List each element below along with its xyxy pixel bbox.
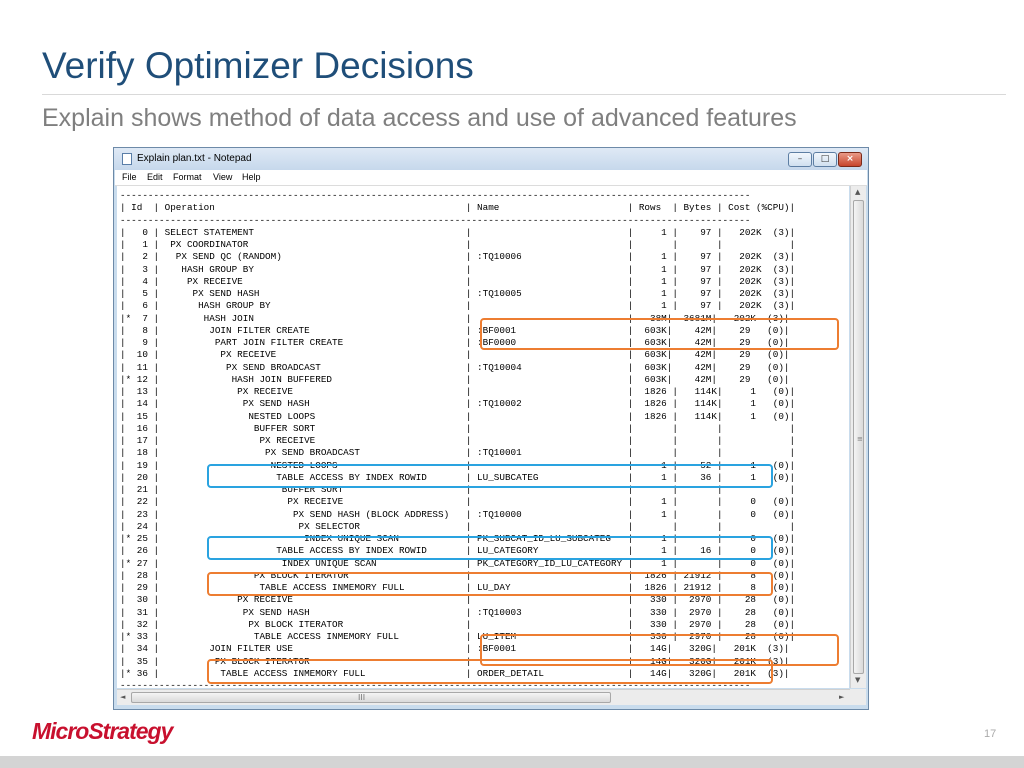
notepad-icon (122, 153, 132, 165)
highlight-join-filter-create (480, 318, 839, 350)
slide-title: Verify Optimizer Decisions (42, 45, 474, 86)
highlight-lu-category-access (207, 536, 773, 560)
plan-line: | 22 | PX RECEIVE | | 1 | | 0 (0)| (120, 496, 796, 508)
vertical-scroll-thumb[interactable] (853, 200, 864, 674)
explain-plan-text (120, 190, 795, 688)
plan-line: |* 25 | INDEX UNIQUE SCAN | PK_SUBCAT_ID_LU_SUBCATEG | 1 | | 0 (0)| (120, 533, 796, 544)
plan-line: |* 36 | TABLE ACCESS INMEMORY FULL | ORDER_DETAIL | 14G| 320G| 201K (3)| (120, 667, 790, 679)
plan-line: | 15 | NESTED LOOPS | | 1826 | 114K| 1 (0)| (120, 410, 796, 422)
plan-line: ----------------------------------------------------------------------------------------------------------------- (120, 214, 751, 226)
window-titlebar[interactable] (114, 148, 868, 170)
menu-bar (115, 170, 867, 186)
plan-line: | 13 | PX RECEIVE | | 1826 | 114K| 1 (0)| (120, 386, 796, 397)
plan-line: | 17 | PX RECEIVE | | | | | (120, 435, 796, 446)
plan-line: | 0 | SELECT STATEMENT | | 1 | 97 | 202K (3)| (120, 226, 796, 238)
maximize-button[interactable]: □ (813, 152, 837, 167)
plan-line: | 24 | PX SELECTOR | | | | | (120, 520, 796, 532)
plan-line: ----------------------------------------------------------------------------------------------------------------- (120, 680, 751, 688)
plan-line: | 16 | BUFFER SORT | | | | | (120, 422, 796, 434)
menu-edit[interactable]: Edit (147, 172, 163, 182)
plan-line: | Id | Operation | Name | Rows | Bytes | Cost (%CPU)| (120, 202, 796, 214)
microstrategy-logo: MicroStrategy (32, 718, 173, 744)
scroll-up-arrow-icon[interactable]: ▲ (855, 188, 861, 196)
plan-line: | 8 | JOIN FILTER CREATE | :BF0001 | 603K| 42M| 29 (0)| (120, 324, 790, 336)
plan-line: | 21 | BUFFER SORT | | | | | (120, 484, 796, 495)
grip-icon: ≡ (857, 435, 863, 443)
plan-line: | 30 | PX RECEIVE | | 330 | 2970 | 28 (0)| (120, 594, 796, 606)
footer-bar (0, 756, 1024, 768)
window-title: Explain plan.txt - Notepad (137, 153, 252, 164)
plan-line: | 23 | PX SEND HASH (BLOCK ADDRESS) | :TQ10000 | 1 | | 0 (0)| (120, 508, 796, 520)
plan-line: | 18 | PX SEND BROADCAST | :TQ10001 | | | | (120, 447, 796, 459)
highlight-lu-day-inmemory (207, 572, 773, 596)
plan-line: | 20 | TABLE ACCESS BY INDEX ROWID | LU_SUBCATEG | 1 | 36 | 1 (0)| (120, 471, 796, 483)
menu-format[interactable]: Format (173, 172, 202, 182)
plan-line: | 26 | TABLE ACCESS BY INDEX ROWID | LU_CATEGORY | 1 | 16 | 0 (0)| (120, 545, 796, 557)
plan-line: | 35 | PX BLOCK ITERATOR | | 14G| 320G| 201K (3)| (120, 655, 790, 667)
page-number: 17 (984, 728, 997, 740)
minimize-button[interactable]: – (788, 152, 812, 167)
menu-view[interactable]: View (213, 172, 233, 182)
plan-line: | 10 | PX RECEIVE | | 603K| 42M| 29 (0)| (120, 349, 790, 361)
slide-subtitle: Explain shows method of data access and use of advanced features (42, 104, 797, 132)
plan-line: | 19 | NESTED LOOPS | | 1 | 52 | 1 (0)| (120, 459, 796, 471)
plan-line: | 6 | HASH GROUP BY | | 1 | 97 | 202K (3)| (120, 300, 796, 312)
highlight-order-detail-inmemory (207, 659, 773, 684)
plan-line: |* 12 | HASH JOIN BUFFERED | | 603K| 42M| 29 (0)| (120, 373, 790, 385)
scroll-down-arrow-icon[interactable]: ▼ (855, 676, 861, 684)
plan-line: | 29 | TABLE ACCESS INMEMORY FULL | LU_DAY | 1826 | 21912 | 8 (0)| (120, 582, 796, 593)
text-editor-area[interactable] (117, 186, 849, 688)
plan-line: | 9 | PART JOIN FILTER CREATE | :BF0000 | 603K| 42M| 29 (0)| (120, 337, 790, 348)
plan-line: | 14 | PX SEND HASH | :TQ10002 | 1826 | 114K| 1 (0)| (120, 398, 796, 410)
plan-line: |* 33 | TABLE ACCESS INMEMORY FULL | LU_ITEM | 330 | 2970 | 28 (0)| (120, 631, 796, 642)
menu-help[interactable]: Help (242, 172, 261, 182)
plan-line: |* 7 | HASH JOIN | | 38M| 3681M| 202K (3)| (120, 312, 790, 324)
plan-line: | 11 | PX SEND BROADCAST | :TQ10004 | 603K| 42M| 29 (0)| (120, 361, 790, 373)
notepad-window[interactable] (113, 147, 869, 710)
grip-icon: III (358, 693, 366, 702)
plan-line: | 2 | PX SEND QC (RANDOM) | :TQ10006 | 1 | 97 | 202K (3)| (120, 251, 796, 263)
plan-line: | 3 | HASH GROUP BY | | 1 | 97 | 202K (3)| (120, 263, 796, 275)
plan-line: | 5 | PX SEND HASH | :TQ10005 | 1 | 97 | 202K (3)| (120, 288, 796, 299)
scroll-left-arrow-icon[interactable]: ◄ (120, 693, 126, 701)
scroll-right-arrow-icon[interactable]: ► (839, 693, 845, 701)
plan-line: ----------------------------------------------------------------------------------------------------------------- (120, 190, 751, 201)
plan-line: | 28 | PX BLOCK ITERATOR | | 1826 | 21912 | 8 (0)| (120, 569, 796, 581)
highlight-lu-subcateg-access (207, 464, 773, 488)
vertical-scrollbar[interactable] (850, 186, 866, 688)
plan-line: | 1 | PX COORDINATOR | | | | | (120, 239, 796, 250)
plan-line: | 34 | JOIN FILTER USE | :BF0001 | 14G| 320G| 201K (3)| (120, 643, 790, 655)
menu-file[interactable]: File (122, 172, 137, 182)
plan-line: | 31 | PX SEND HASH | :TQ10003 | 330 | 2970 | 28 (0)| (120, 606, 796, 618)
plan-line: |* 27 | INDEX UNIQUE SCAN | PK_CATEGORY_ID_LU_CATEGORY | 1 | | 0 (0)| (120, 557, 796, 569)
title-divider (42, 94, 1006, 95)
horizontal-scroll-thumb[interactable] (131, 692, 611, 703)
close-button[interactable]: × (838, 152, 862, 167)
plan-line: | 32 | PX BLOCK ITERATOR | | 330 | 2970 | 28 (0)| (120, 618, 796, 630)
horizontal-scrollbar[interactable] (117, 689, 850, 705)
plan-line: | 4 | PX RECEIVE | | 1 | 97 | 202K (3)| (120, 275, 796, 287)
scrollbar-corner (850, 689, 866, 705)
